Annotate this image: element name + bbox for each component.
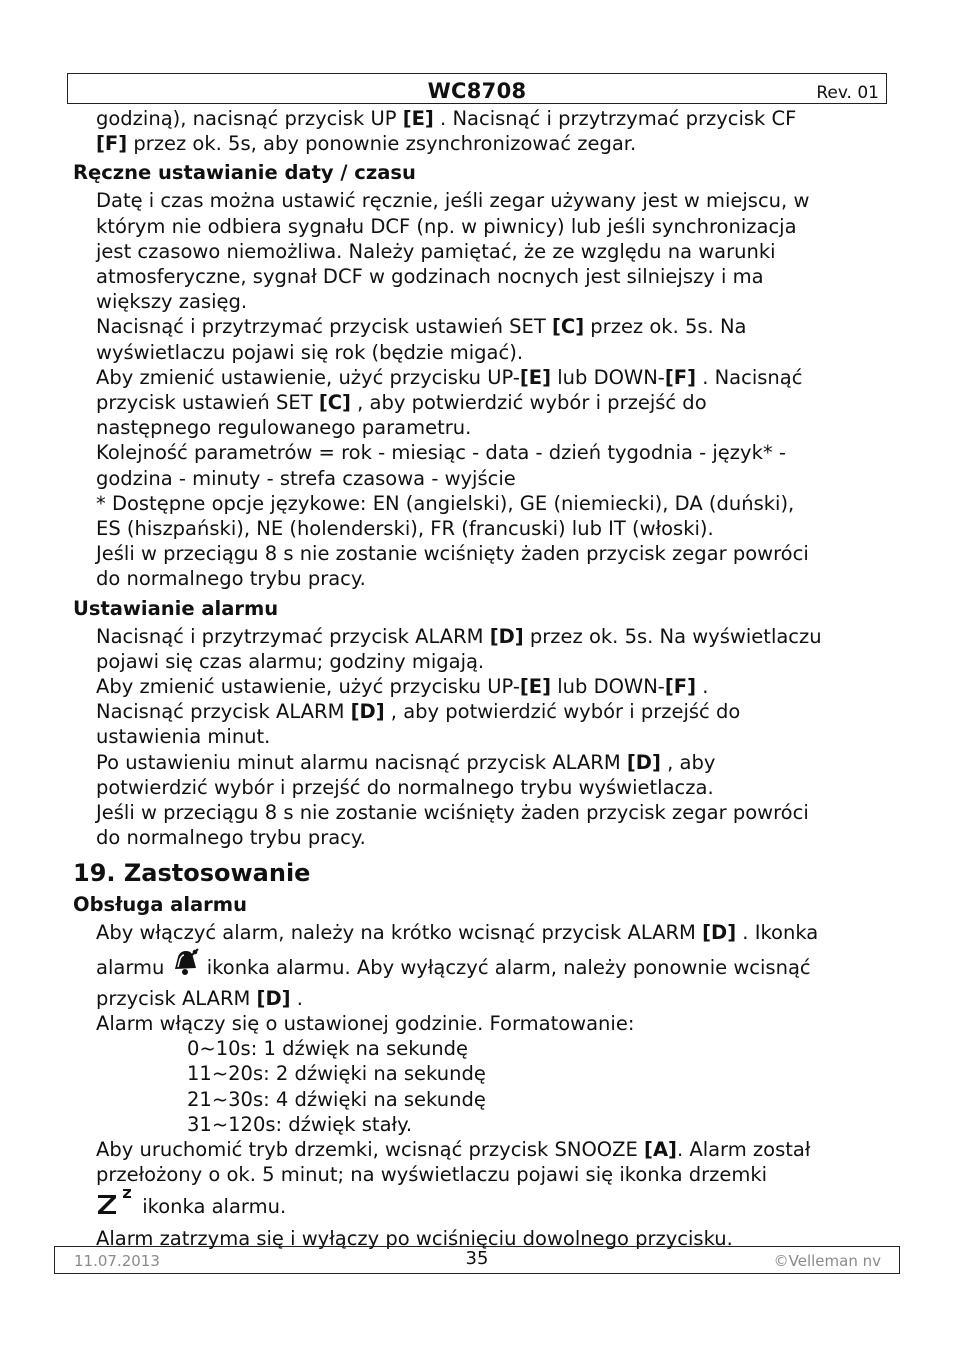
paragraph-line: Jeśli w przeciągu 8 s nie zostanie wciśnięty żaden przycisk zegar powróci (96, 542, 809, 566)
paragraph-line: którym nie odbiera sygnału DCF (np. w piwnicy) lub jeśli synchronizacja (96, 214, 797, 238)
list-item: 0~10s: 1 dźwięk na sekundę (187, 1037, 469, 1061)
paragraph-line: przełożony o ok. 5 minut; na wyświetlaczu pojawi się ikonka drzemki (96, 1163, 768, 1187)
page-footer (54, 1246, 900, 1274)
paragraph-line: Kolejność parametrów = rok - miesiąc - data - dzień tygodnia - język* - (96, 441, 786, 465)
paragraph-line: atmosferyczne, sygnał DCF w godzinach nocnych jest silniejszy i ma (96, 265, 764, 289)
chapter-heading: 19. Zastosowanie (73, 859, 311, 888)
paragraph-line: ikonka alarmu. (96, 1187, 896, 1226)
paragraph-line: ES (hiszpański), NE (holenderski), FR (francuski) lub IT (włoski). (96, 517, 714, 541)
paragraph-line: * Dostępne opcje językowe: EN (angielski), GE (niemiecki), DA (duński), (96, 491, 795, 515)
paragraph-line: do normalnego trybu pracy. (96, 826, 366, 850)
paragraph-line: Nacisnąć przycisk ALARM [D] , aby potwierdzić wybór i przejść do (96, 700, 741, 724)
list-item: 11~20s: 2 dźwięki na sekundę (187, 1062, 486, 1086)
paragraph-line: godziną), nacisnąć przycisk UP [E] . Nacisnąć i przytrzymać przycisk CF (96, 107, 797, 130)
paragraph-line: pojawi się czas alarmu; godziny migają. (96, 649, 485, 673)
page-content (0, 106, 954, 1252)
page-number: 35 (465, 1248, 489, 1269)
paragraph-line: Aby zmienić ustawienie, użyć przycisku UP-[E] lub DOWN-[F] . (96, 675, 709, 699)
paragraph-line: przycisk ALARM [D] . (96, 986, 303, 1010)
paragraph-line: do normalnego trybu pracy. (96, 567, 366, 591)
list-item: 21~30s: 4 dźwięki na sekundę (187, 1087, 486, 1111)
paragraph-line: Aby uruchomić tryb drzemki, wcisnąć przycisk SNOOZE [A]. Alarm został (96, 1137, 811, 1161)
paragraph-line: Alarm zatrzyma się i wyłączy po wciśnięciu dowolnego przycisku. (96, 1227, 733, 1251)
paragraph-line: Nacisnąć i przytrzymać przycisk ustawień SET [C] przez ok. 5s. Na (96, 315, 747, 339)
paragraph-line: [F] przez ok. 5s, aby ponownie zsynchronizować zegar. (96, 132, 637, 156)
revision-label: Rev. 01 (816, 83, 879, 103)
section-heading-alarm-operation: Obsługa alarmu (73, 893, 247, 917)
paragraph-line: Jeśli w przeciągu 8 s nie zostanie wciśnięty żaden przycisk zegar powróci (96, 801, 809, 825)
snooze-zz-icon (96, 1187, 136, 1226)
paragraph-line: Aby zmienić ustawienie, użyć przycisku UP-[E] lub DOWN-[F] . Nacisnąć (96, 365, 803, 389)
paragraph-line: alarmu ikonka alarmu. Aby wyłączyć alarm, należy ponownie wcisnąć (96, 946, 896, 986)
list-item: 31~120s: dźwięk stały. (187, 1112, 413, 1136)
paragraph-line: godzina - minuty - strefa czasowa - wyjście (96, 466, 516, 490)
footer-copyright: ©Velleman nv (773, 1252, 881, 1270)
page-header (67, 73, 887, 104)
model-name: WC8708 (427, 79, 527, 103)
section-heading-alarm-setting: Ustawianie alarmu (73, 596, 279, 620)
section-heading-manual: Ręczne ustawianie daty / czasu (73, 161, 416, 185)
paragraph-line: potwierdzić wybór i przejść do normalnego trybu wyświetlacza. (96, 775, 714, 799)
paragraph-line: następnego regulowanego parametru. (96, 416, 472, 440)
paragraph-line: jest czasowo niemożliwa. Należy pamiętać, że ze względu na warunki (96, 239, 776, 263)
bell-icon (171, 946, 201, 986)
paragraph-line: ustawienia minut. (96, 725, 271, 749)
paragraph-line: Po ustawieniu minut alarmu nacisnąć przycisk ALARM [D] , aby (96, 750, 716, 774)
paragraph-line: Aby włączyć alarm, należy na krótko wcisnąć przycisk ALARM [D] . Ikonka (96, 921, 819, 945)
footer-date: 11.07.2013 (74, 1252, 160, 1270)
paragraph-line: Datę i czas można ustawić ręcznie, jeśli zegar używany jest w miejscu, w (96, 189, 810, 213)
paragraph-line: Nacisnąć i przytrzymać przycisk ALARM [D] przez ok. 5s. Na wyświetlaczu (96, 624, 822, 648)
paragraph-line: wyświetlaczu pojawi się rok (będzie migać). (96, 340, 524, 364)
paragraph-line: Alarm włączy się o ustawionej godzinie. Formatowanie: (96, 1011, 635, 1035)
paragraph-line: przycisk ustawień SET [C] , aby potwierdzić wybór i przejść do (96, 391, 707, 415)
paragraph-line: większy zasięg. (96, 290, 248, 314)
